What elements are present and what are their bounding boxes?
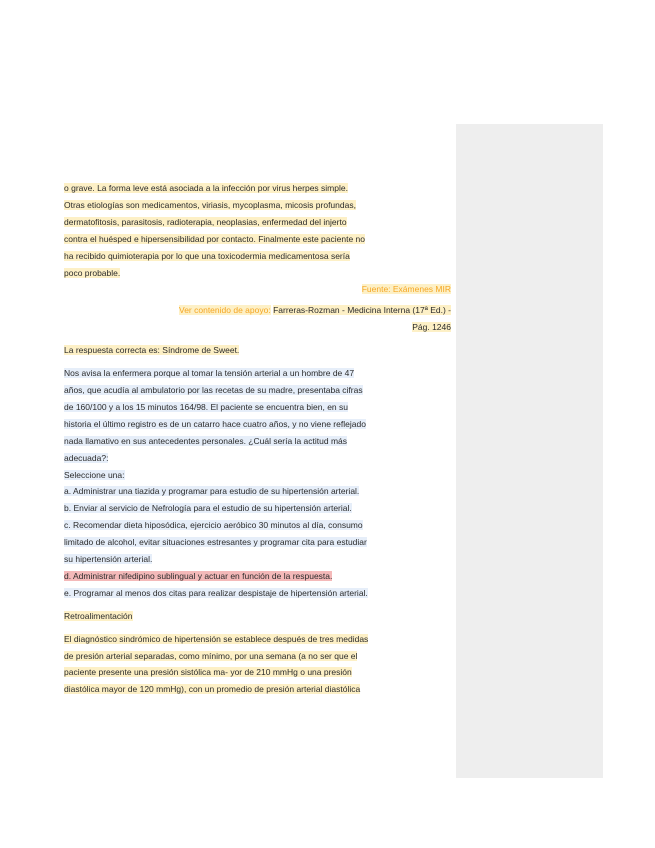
text-line: de presión arterial separadas, como mínimo, por una semana (a no ser que el xyxy=(64,650,358,661)
text-line: paciente presente una presión sistólica ma- yor de 210 mmHg o una presión xyxy=(64,667,352,678)
explanation-paragraph xyxy=(64,180,451,281)
text-line: diastólica mayor de 120 mmHg), con un promedio de presión arterial diastólica xyxy=(64,684,361,695)
text-line: poco probable. xyxy=(64,267,121,278)
text-line: o grave. La forma leve está asociada a la infección por virus herpes simple. xyxy=(64,183,348,193)
text-line: limitado de alcohol, evitar situaciones estresantes y programar cita para estudiar xyxy=(64,537,367,548)
text-line: de 160/100 y a los 15 minutos 164/98. El paciente se encuentra bien, en su xyxy=(64,401,349,412)
text-line: nada llamativo en sus antecedentes personales. ¿Cuál sería la actitud más xyxy=(64,435,348,446)
option-a: a. Administrar una tiazida y programar para estudio de su hipertensión arterial. xyxy=(64,486,360,497)
text-line: dermatofitosis, parasitosis, radioterapia, neoplasias, enfermedad del injerto xyxy=(64,216,347,227)
question-stem xyxy=(64,365,451,466)
text-line: c. Recomendar dieta hiposódica, ejercicio aeróbico 30 minutos al día, consumo xyxy=(64,520,363,531)
document-body xyxy=(64,180,451,698)
text-line: contra el huésped e hipersensibilidad por contacto. Finalmente este paciente no xyxy=(64,233,365,244)
text-line: adecuada?: xyxy=(64,452,109,463)
support-page: Pág. 1246 xyxy=(412,322,451,333)
support-label[interactable]: Ver contenido de apoyo: xyxy=(179,305,271,316)
comment-pane xyxy=(456,124,603,778)
text-line: Otras etiologías son medicamentos, viriasis, mycoplasma, micosis profundas, xyxy=(64,199,356,210)
correct-answer: La respuesta correcta es: Síndrome de Sweet. xyxy=(64,345,240,356)
option-b: b. Enviar al servicio de Nefrología para el estudio de su hipertensión arterial. xyxy=(64,503,352,514)
source-note: Fuente: Exámenes MIR xyxy=(361,284,451,295)
text-line: su hipertensión arterial. xyxy=(64,554,153,565)
select-prompt: Seleccione una: xyxy=(64,469,125,480)
feedback-paragraph xyxy=(64,631,451,699)
feedback-heading: Retroalimentación xyxy=(64,610,133,621)
text-line: Nos avisa la enfermera porque al tomar la tensión arterial a un hombre de 47 xyxy=(64,368,355,379)
text-line: El diagnóstico sindrómico de hipertensión se establece después de tres medidas xyxy=(64,633,369,644)
text-line: años, que acudía al ambulatorio por las recetas de su madre, presentaba cifras xyxy=(64,384,363,395)
option-e: e. Programar al menos dos citas para realizar despistaje de hipertensión arterial. xyxy=(64,587,368,598)
option-c xyxy=(64,517,451,568)
text-line: historia el último registro es de un catarro hace cuatro años, y no viene reflejado xyxy=(64,418,366,429)
option-d-selected: d. Administrar nifedipino sublingual y actuar en función de la respuesta. xyxy=(64,570,333,581)
text-line: ha recibido quimioterapia por lo que una toxicodermia medicamentosa sería xyxy=(64,250,350,261)
support-reference: Farreras-Rozman - Medicina Interna (17ª Ed.) - xyxy=(273,305,451,316)
